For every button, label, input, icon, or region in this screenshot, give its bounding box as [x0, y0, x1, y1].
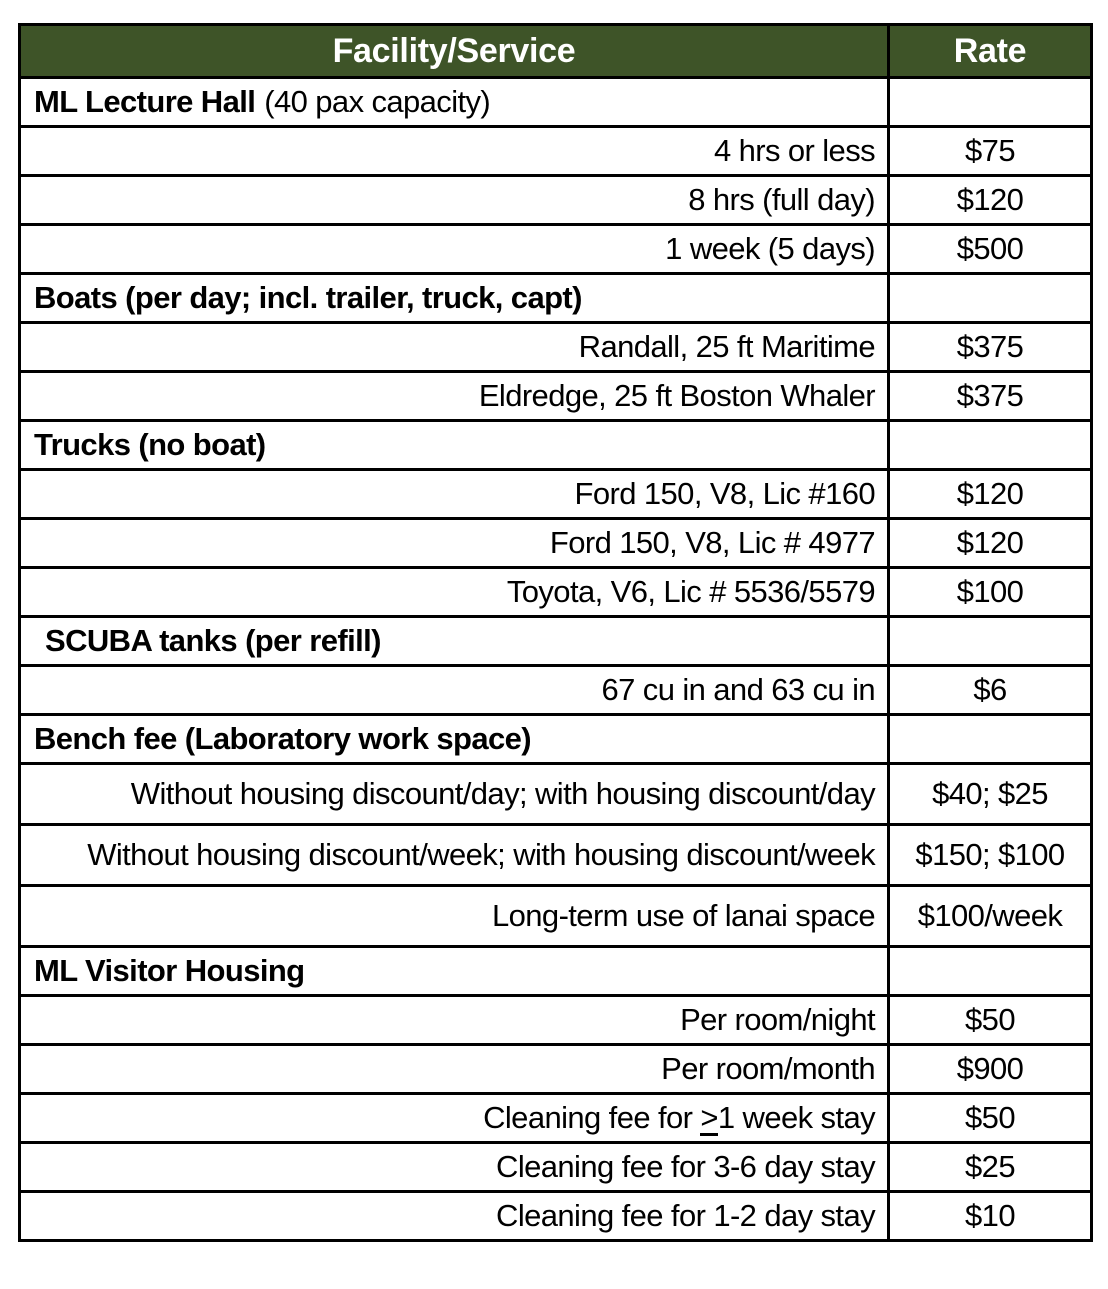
item-row-1-week-5-days	[20, 225, 1092, 274]
rate-cell: $375	[889, 323, 1092, 372]
section-title-bold: Boats (per day; incl. trailer, truck, capt)	[34, 280, 582, 315]
service-label: 4 hrs or less	[20, 127, 889, 176]
item-row-cleaning-fee-week-stay	[20, 1094, 1092, 1143]
section-row-scuba-tanks	[20, 617, 1092, 666]
section-row-ml-lecture-hall	[20, 78, 1092, 127]
service-label: 8 hrs (full day)	[20, 176, 889, 225]
section-row-ml-visitor-housing	[20, 947, 1092, 996]
rate-cell	[889, 421, 1092, 470]
item-row-per-room-month	[20, 1045, 1092, 1094]
rate-cell: $120	[889, 176, 1092, 225]
item-row-cleaning-fee-1-2-day	[20, 1192, 1092, 1241]
rate-cell	[889, 947, 1092, 996]
section-title-bold: ML Visitor Housing	[34, 953, 305, 988]
section-row-bench-fee	[20, 715, 1092, 764]
item-row-eldredge-boat	[20, 372, 1092, 421]
column-header-facility-service: Facility/Service	[20, 25, 889, 78]
rate-cell: $10	[889, 1192, 1092, 1241]
section-row-boats	[20, 274, 1092, 323]
item-row-randall-boat	[20, 323, 1092, 372]
service-label: Without housing discount/day; with housing discount/day	[20, 764, 889, 825]
greater-equal-symbol: >	[700, 1100, 718, 1135]
section-title-cell	[20, 421, 889, 470]
section-title-bold: Trucks (no boat)	[34, 427, 266, 462]
section-title-cell	[20, 617, 889, 666]
rate-cell: $100	[889, 568, 1092, 617]
label-suffix: 1 week stay	[717, 1100, 875, 1135]
section-title-cell	[20, 947, 889, 996]
service-label: Without housing discount/week; with housing discount/week	[20, 825, 889, 886]
section-title-bold: ML Lecture Hall	[34, 84, 256, 119]
label-prefix: Cleaning fee for	[483, 1100, 701, 1135]
section-title-cell	[20, 78, 889, 127]
rate-cell: $6	[889, 666, 1092, 715]
service-label: Ford 150, V8, Lic # 4977	[20, 519, 889, 568]
service-label: Ford 150, V8, Lic #160	[20, 470, 889, 519]
rate-cell: $150; $100	[889, 825, 1092, 886]
item-row-lanai-space	[20, 886, 1092, 947]
service-label: Cleaning fee for 3-6 day stay	[20, 1143, 889, 1192]
service-label: Long-term use of lanai space	[20, 886, 889, 947]
table-header-row	[20, 25, 1092, 78]
rate-cell	[889, 715, 1092, 764]
item-row-ford-4977	[20, 519, 1092, 568]
item-row-bench-fee-day	[20, 764, 1092, 825]
section-title-cell	[20, 715, 889, 764]
rate-cell: $120	[889, 519, 1092, 568]
rate-cell: $25	[889, 1143, 1092, 1192]
rate-cell: $100/week	[889, 886, 1092, 947]
rate-cell: $50	[889, 996, 1092, 1045]
facility-rates-table	[18, 23, 1093, 1242]
service-label: Randall, 25 ft Maritime	[20, 323, 889, 372]
item-row-8-hrs-full-day	[20, 176, 1092, 225]
service-label	[20, 1094, 889, 1143]
rate-cell: $375	[889, 372, 1092, 421]
service-label: 67 cu in and 63 cu in	[20, 666, 889, 715]
section-title-note: (40 pax capacity)	[264, 84, 491, 119]
service-label: 1 week (5 days)	[20, 225, 889, 274]
service-label: Toyota, V6, Lic # 5536/5579	[20, 568, 889, 617]
section-title-bold: SCUBA tanks (per refill)	[45, 623, 381, 658]
column-header-rate: Rate	[889, 25, 1092, 78]
section-title-bold: Bench fee (Laboratory work space)	[34, 721, 532, 756]
section-row-trucks	[20, 421, 1092, 470]
rate-cell: $75	[889, 127, 1092, 176]
item-row-4-hrs-or-less	[20, 127, 1092, 176]
service-label: Per room/night	[20, 996, 889, 1045]
rate-cell	[889, 274, 1092, 323]
rate-cell: $500	[889, 225, 1092, 274]
service-label: Per room/month	[20, 1045, 889, 1094]
rate-cell	[889, 78, 1092, 127]
item-row-cleaning-fee-3-6-day	[20, 1143, 1092, 1192]
rate-cell	[889, 617, 1092, 666]
item-row-bench-fee-week	[20, 825, 1092, 886]
rate-cell: $40; $25	[889, 764, 1092, 825]
section-title-cell	[20, 274, 889, 323]
item-row-ford-160	[20, 470, 1092, 519]
item-row-toyota-5536	[20, 568, 1092, 617]
service-label: Cleaning fee for 1-2 day stay	[20, 1192, 889, 1241]
item-row-scuba-refill	[20, 666, 1092, 715]
rate-cell: $50	[889, 1094, 1092, 1143]
rate-cell: $900	[889, 1045, 1092, 1094]
service-label: Eldredge, 25 ft Boston Whaler	[20, 372, 889, 421]
rate-cell: $120	[889, 470, 1092, 519]
item-row-per-room-night	[20, 996, 1092, 1045]
